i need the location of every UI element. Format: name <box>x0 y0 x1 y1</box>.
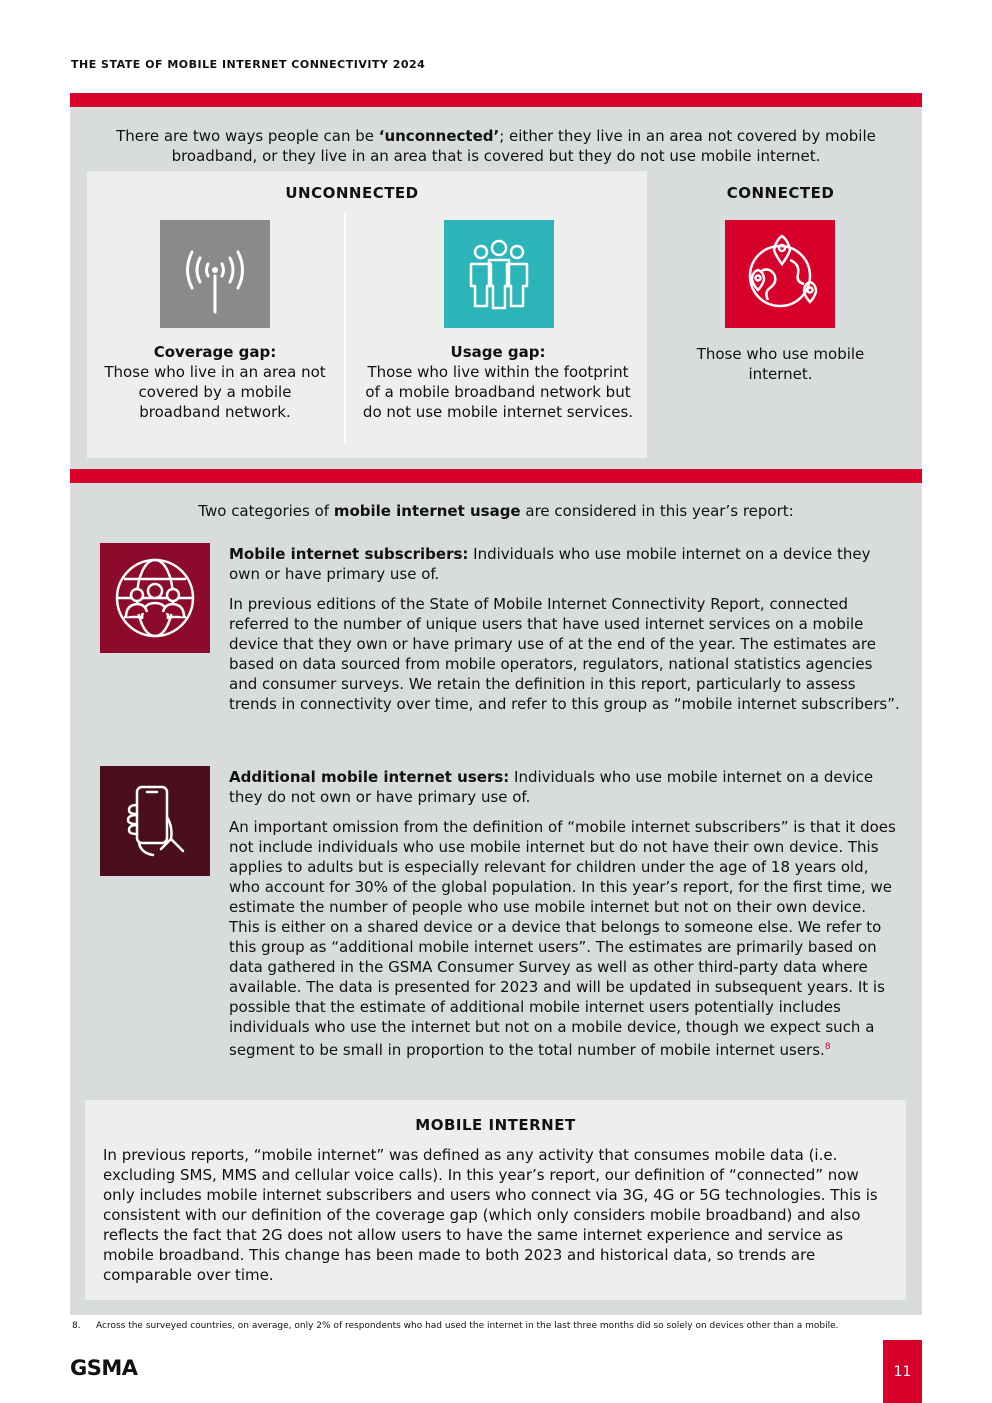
gsma-logo: GSMA <box>70 1356 138 1380</box>
mobile-internet-text: In previous reports, “mobile internet” was defined as any activity that consumes mobile data (i.e. excluding SMS, MMS and cellular voice calls). In this year’s report, our definition of “connected” now only includes mobile internet subscribers and users who connect via 3G, 4G or 5G technologies. This is consistent with our definition of the coverage gap (which only considers mobile broadband) and also reflects the fact that 2G does not allow users to have the same internet experience and service as mobile broadband. This change has been made to both 2023 and historical data, so trends are comparable over time. <box>103 1146 878 1284</box>
connected-heading: CONNECTED <box>726 184 835 202</box>
additional-users-tile <box>100 766 210 876</box>
categories-intro: Two categories of mobile internet usage are considered in this year’s report: <box>198 502 794 520</box>
globe-with-pins-icon <box>738 232 822 316</box>
antenna-signal-icon <box>175 234 255 314</box>
footnote-number: 8. <box>72 1321 81 1331</box>
section-divider-bar <box>70 93 922 107</box>
column-divider <box>344 213 346 443</box>
page-header-title: THE STATE OF MOBILE INTERNET CONNECTIVITY 2024 <box>71 58 426 71</box>
intro-paragraph: There are two ways people can be ‘unconnected’; either they live in an area not covered by mobile broadband, or they live in an area that is covered but they do not use mobile internet. <box>116 127 876 165</box>
group-of-people-icon <box>459 234 539 314</box>
connected-tile <box>725 220 835 328</box>
mobile-internet-heading: MOBILE INTERNET <box>415 1116 576 1134</box>
subscribers-definition: Mobile internet subscribers: Individuals who use mobile internet on a device they own or have primary use of. In previous editions of the State of Mobile Internet Connectivity Report, connected referred to the number of unique users that have used internet services on a mobile device that they own or have primary use of at the end of the year. The estimates are based on data sourced from mobile operators, regulators, national statistics agencies and consumer surveys. We retain the definition in this report, particularly to assess trends in connectivity over time, and refer to this group as “mobile internet subscribers”. <box>229 545 900 713</box>
additional-users-paragraph: An important omission from the definition of “mobile internet subscribers” is that it does not include individuals who use mobile internet but do not have their own device. This applies to adults but is especially relevant for children under the age of 18 years old, who account for 30% of the global population. In this year’s report, for the first time, we estimate the number of people who use mobile internet but not on their own device. This is either on a shared device or a device that belongs to someone else. We refer to this group as “additional mobile internet users”. The estimates are primarily based on data gathered in the GSMA Consumer Survey as well as other third-party data where available. The data is presented for 2023 and will be updated in subsequent years. It is possible that the estimate of additional mobile internet users potentially includes individuals who use the internet but not on a mobile device, though we expect such a segment to be small in proportion to the total number of mobile internet users.$^8$ <box>229 818 896 1059</box>
coverage-gap-tile <box>160 220 270 328</box>
coverage-gap-text: Those who live in an area not covered by a mobile broadband network. <box>104 363 326 421</box>
usage-gap-caption <box>358 342 638 422</box>
subscribers-lead: Mobile internet subscribers: <box>229 545 469 563</box>
footnote-text: Across the surveyed countries, on average, only 2% of respondents who had used the internet in the last three months did so solely on devices other than a mobile. <box>96 1321 839 1331</box>
footnote <box>72 1321 839 1331</box>
unconnected-heading: UNCONNECTED <box>285 184 419 202</box>
connected-text: Those who use mobile internet. <box>696 345 865 383</box>
footnote-reference[interactable]: 8 <box>824 1042 831 1052</box>
coverage-gap-caption <box>100 342 330 422</box>
usage-gap-text: Those who live within the footprint of a mobile broadband network but do not use mobile internet services. <box>362 363 634 421</box>
additional-users-lead: Additional mobile internet users: <box>229 768 510 786</box>
subscribers-paragraph: In previous editions of the State of Mobile Internet Connectivity Report, connected referred to the number of unique users that have used internet services on a mobile device that they own or have primary use of at the end of the year. The estimates are based on data sourced from mobile operators, regulators, national statistics agencies and consumer surveys. We retain the definition in this report, particularly to assess trends in connectivity over time, and refer to this group as “mobile internet subscribers”. <box>229 595 900 713</box>
subscribers-tile <box>100 543 210 653</box>
globe-people-icon <box>112 555 198 641</box>
additional-users-definition: Additional mobile internet users: Individuals who use mobile internet on a device they do not own or have primary use of. An important omission from the definition of “mobile internet subscribers” is that it does not include individuals who use mobile internet but do not have their own device. This applies to adults but is especially relevant for children under the age of 18 years old, who account for 30% of the global population. In this year’s report, for the first time, we estimate the number of people who use mobile internet but not on their own device. This is either on a shared device or a device that belongs to someone else. We refer to this group as “additional mobile internet users”. The estimates are primarily based on data gathered in the GSMA Consumer Survey as well as other third-party data where available. The data is presented for 2023 and will be updated in subsequent years. It is possible that the estimate of additional mobile internet users potentially includes individuals who use the internet but not on a mobile device, though we expect such a segment to be small in proportion to the total number of mobile internet users.$^8$ <box>229 767 901 1070</box>
hand-holding-phone-icon <box>115 781 195 861</box>
usage-gap-title: Usage gap: <box>450 343 546 361</box>
section-divider-bar <box>70 469 922 483</box>
page-number: 11 <box>883 1340 922 1403</box>
usage-gap-tile <box>444 220 554 328</box>
coverage-gap-title: Coverage gap: <box>153 343 277 361</box>
